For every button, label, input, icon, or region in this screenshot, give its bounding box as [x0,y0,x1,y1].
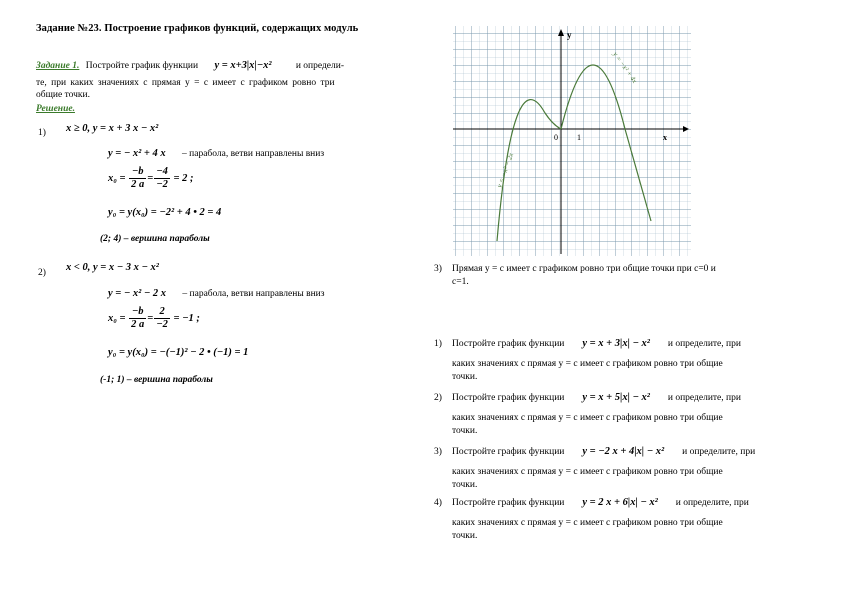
x-axis-label: x [663,133,667,142]
task1-line3: общие точки. [36,90,90,100]
exercise-line2: каких значениях с прямая y = c имеет с графиком ровно три общие [452,518,723,528]
case2-equation [108,288,325,299]
exercise-intro: Постройте график функции [452,447,565,457]
exercise-number: 3) [434,447,442,457]
case2-frac1-num: −b [129,306,146,319]
case1-frac1 [129,166,146,191]
exercise-item [434,446,755,457]
unit-label: 1 [577,133,581,142]
case2-y0: y₀ = y(x₀) = −(−1)² − 2 • (−1) = 1 [108,347,249,358]
case2-condition: x < 0, y = x − 3 x − x² [66,262,159,273]
exercise-line2: каких значениях с прямая y = c имеет с графиком ровно три общие [452,467,723,477]
case2-x0-result: = −1 ; [173,312,200,324]
case1-frac2-den: −2 [156,179,168,190]
exercise-line3: точки. [452,372,478,382]
answer-number: 3) [434,264,442,274]
exercise-number: 2) [434,393,442,403]
function-graph [453,26,691,256]
case2-eq: y = − x² − 2 x [108,288,167,299]
exercise-function: y = 2 x + 6|x| − x² [582,497,658,508]
task1-heading: Задание 1. [36,61,80,71]
origin-label: 0 [554,133,558,142]
task1-intro-b: и определи- [295,61,345,71]
case2-x0: x₀ = $\frac{-b}{2 a}$ = $\frac{2}{-2}$ = −1 ; [108,306,200,330]
case2-frac1 [129,306,146,331]
exercise-function: y = x + 5|x| − x² [582,392,650,403]
case2-eq-note: – парабола, ветви направлены вниз [182,289,325,299]
case1-frac2 [154,166,170,191]
exercise-intro: Постройте график функции [452,393,565,403]
answer-line1 [434,264,716,274]
case2-number: 2) [38,268,46,278]
grid-major [453,26,691,256]
curve-left-label: y = −x² − 2x [495,152,516,189]
case1-equation [108,148,324,159]
exercise-item [434,497,749,508]
case2-frac2-den: −2 [156,319,168,330]
exercise-number: 1) [434,339,442,349]
case1-vertex: (2; 4) – вершина параболы [100,234,210,244]
task1-function: y = x+3|x|−x² [214,60,272,71]
exercise-line3: точки. [452,426,478,436]
case1-eq-note: – парабола, ветви направлены вниз [182,149,325,159]
case1-number: 1) [38,128,46,138]
exercise-item [434,338,741,349]
exercise-intro: Постройте график функции [452,498,565,508]
exercise-intro-b: и определите, при [667,393,741,403]
exercise-intro-b: и определите, при [667,339,741,349]
case1-frac2-num: −4 [156,166,168,177]
answer-text: Прямая y = c имеет с графиком ровно три общие точки при c=0 и [452,264,716,274]
case1-y0: y₀ = y(x₀) = −2² + 4 • 2 = 4 [108,207,222,218]
task1-line2: те, при каких значениях с прямая y = c имеет с графиком ровно три [36,78,335,88]
exercise-line3: точки. [452,531,478,541]
case2-frac2-num: 2 [154,306,170,319]
curve-right-label: y = −x² + 4x [611,50,639,85]
case1-eq: y = − x² + 4 x [108,148,166,159]
task1-line1 [36,60,344,71]
exercise-intro-b: и определите, при [675,498,749,508]
case1-condition: x ≥ 0, y = x + 3 x − x² [66,123,159,134]
exercise-intro: Постройте график функции [452,339,565,349]
exercise-line3: точки. [452,480,478,490]
exercise-line2: каких значениях с прямая y = c имеет с графиком ровно три общие [452,359,723,369]
page-title: Задание №23. Построение графиков функций, содержащих модуль [36,23,359,34]
case2-frac2 [154,306,170,331]
answer-line2: c=1. [452,277,469,287]
solution-label: Решение. [36,104,75,114]
y-axis-label: y [567,30,572,40]
case1-frac1-num: −b [129,166,146,179]
exercise-intro-b: и определите, при [682,447,756,457]
case1-x0-lhs: x₀ = [108,172,126,184]
case1-frac1-den: 2 a [131,179,145,190]
case2-x0-lhs: x₀ = [108,312,126,324]
case1-x0: x₀ = $\frac{-b}{2 a}$ = $\frac{-4}{-2}$ = 2 ; [108,166,194,190]
case2-vertex: (-1; 1) – вершина параболы [100,375,213,385]
exercise-number: 4) [434,498,442,508]
exercise-function: y = x + 3|x| − x² [582,338,650,349]
exercise-line2: каких значениях с прямая y = c имеет с графиком ровно три общие [452,413,723,423]
exercise-item [434,392,741,403]
exercise-function: y = −2 x + 4|x| − x² [582,446,665,457]
case1-x0-result: = 2 ; [173,172,194,184]
case2-frac1-den: 2 a [131,319,145,330]
task1-intro: Постройте график функции [85,61,199,71]
